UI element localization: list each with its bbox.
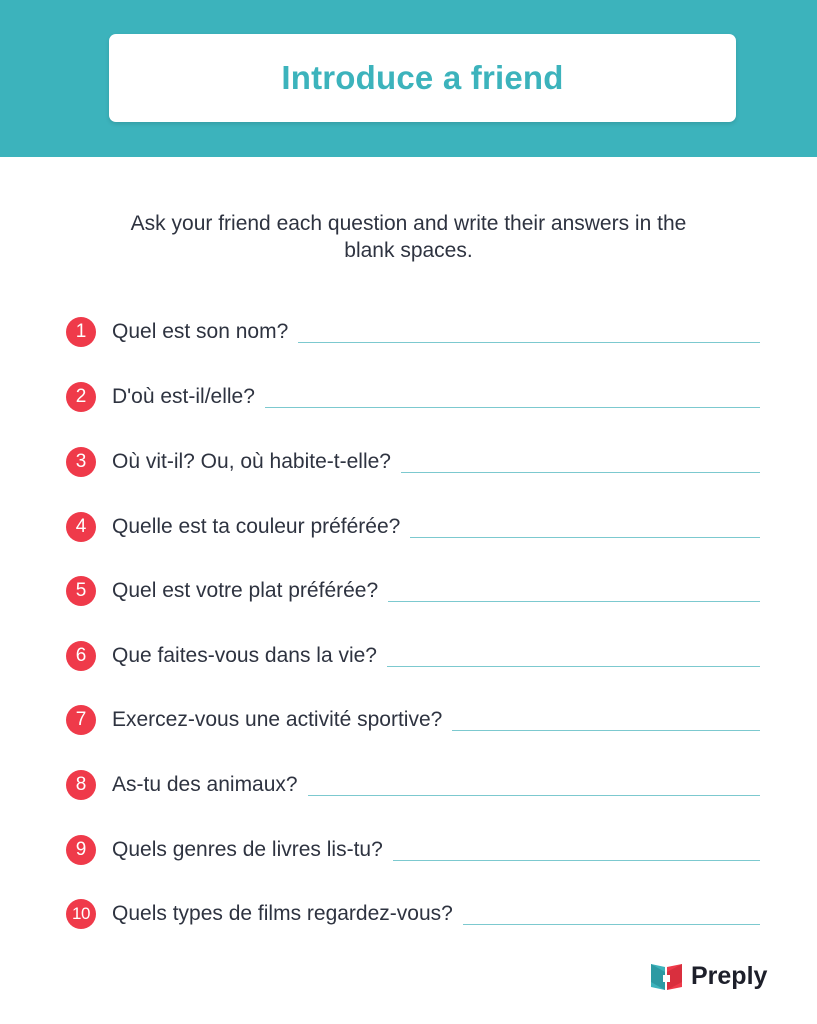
answer-line[interactable]	[387, 666, 760, 667]
question-text: Quelle est ta couleur préférée?	[112, 515, 401, 538]
answer-line[interactable]	[401, 472, 760, 473]
question-row	[66, 316, 760, 348]
answer-line[interactable]	[298, 342, 760, 343]
question-number-badge: 10	[66, 899, 96, 929]
brand-name: Preply	[691, 961, 768, 990]
question-number-badge: 2	[66, 382, 96, 412]
question-text: Quel est votre plat préférée?	[112, 579, 379, 602]
question-row	[66, 769, 760, 801]
question-row	[66, 446, 760, 478]
answer-line[interactable]	[308, 795, 760, 796]
question-row	[66, 640, 760, 672]
question-number-badge: 8	[66, 770, 96, 800]
question-number-badge: 3	[66, 447, 96, 477]
question-row	[66, 898, 760, 930]
question-row	[66, 381, 760, 413]
question-row	[66, 704, 760, 736]
answer-line[interactable]	[388, 601, 760, 602]
answer-line[interactable]	[410, 537, 760, 538]
answer-line[interactable]	[393, 860, 760, 861]
question-number-badge: 5	[66, 576, 96, 606]
answer-line[interactable]	[463, 924, 760, 925]
question-text: As-tu des animaux?	[112, 773, 298, 796]
question-row	[66, 575, 760, 607]
answer-line[interactable]	[452, 730, 760, 731]
question-text: Quels genres de livres lis-tu?	[112, 838, 383, 861]
instructions-text: Ask your friend each question and write their answers in the blank spaces.	[130, 212, 687, 262]
preply-logo-icon	[650, 960, 683, 992]
question-text: Que faites-vous dans la vie?	[112, 644, 377, 667]
question-row	[66, 834, 760, 866]
question-number-badge: 4	[66, 512, 96, 542]
question-number-badge: 6	[66, 641, 96, 671]
question-text: Exercez-vous une activité sportive?	[112, 708, 443, 731]
question-row	[66, 511, 760, 543]
question-number-badge: 7	[66, 705, 96, 735]
question-text: D'où est-il/elle?	[112, 385, 255, 408]
page-title: Introduce a friend	[281, 59, 564, 96]
question-number-badge: 1	[66, 317, 96, 347]
title-card	[109, 34, 736, 122]
question-text: Quels types de films regardez-vous?	[112, 902, 453, 925]
question-number-badge: 9	[66, 835, 96, 865]
question-text: Quel est son nom?	[112, 320, 289, 343]
question-text: Où vit-il? Ou, où habite-t-elle?	[112, 450, 391, 473]
answer-line[interactable]	[265, 407, 760, 408]
brand	[650, 959, 767, 993]
